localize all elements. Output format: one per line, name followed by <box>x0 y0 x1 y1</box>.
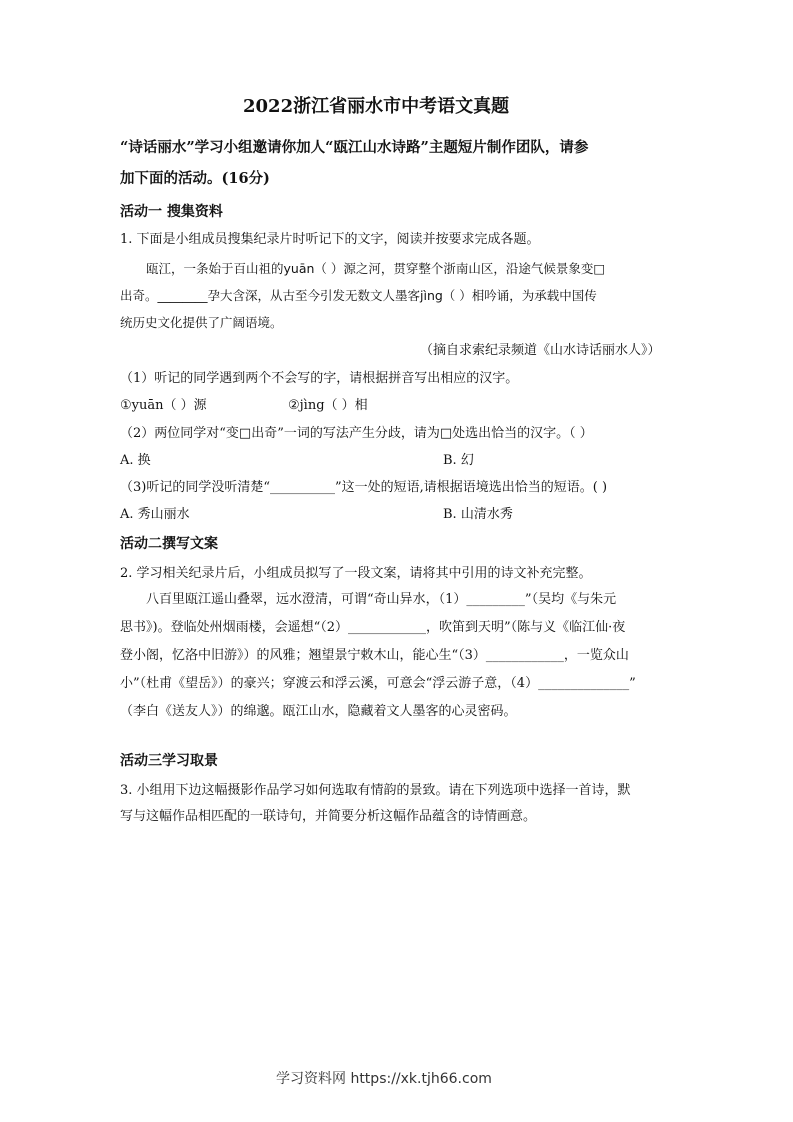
sub-question-2: （2）两位同学对“变□出奇”一词的写法产生分歧，请为□处选出恰当的汉字。（ ） <box>120 426 593 441</box>
question-3-line-2: 写与这幅作品相匹配的一联诗句，并简要分析这幅作品蕴含的诗情画意。 <box>120 809 537 824</box>
passage-source: （摘自求索纪录频道《山水诗话丽水人》） <box>420 343 661 358</box>
sub-question-1: （1）听记的同学遇到两个不会写的字，请根据拼音写出相应的汉字。 <box>120 371 519 386</box>
question-2-stem: 2. 学习相关纪录片后，小组成员拟写了一段文案，请将其中引用的诗文补充完整。 <box>120 566 592 581</box>
activity2-heading: 活动二撰写文案 <box>120 536 218 552</box>
activity1-heading: 活动一 搜集资料 <box>120 204 223 220</box>
sub-question-1-a: ①yuān（ ）源 <box>120 398 207 413</box>
question-1-stem: 1. 下面是小组成员搜集纪录片时听记下的文字，阅读并按要求完成各题。 <box>120 232 540 247</box>
passage-line-3: 统历史文化提供了广阔语境。 <box>120 315 283 330</box>
copy-line-4: 小”（杜甫《望岳》）的豪兴；穿渡云和浮云溪，可意会“浮云游子意，（4）______________” <box>120 676 636 691</box>
copy-line-3: 登小阁，忆洛中旧游》）的风雅；翘望景宁敕木山，能心生“（3）____________，一览众山 <box>120 648 629 663</box>
sub-question-3-option-a: A. 秀山丽水 <box>120 507 190 522</box>
sub-question-2-option-b: B. 幻 <box>443 453 474 468</box>
sub-question-3-option-b: B. 山清水秀 <box>443 507 513 522</box>
copy-line-5: （李白《送友人》）的绵邈。瓯江山水，隐藏着文人墨客的心灵密码。 <box>120 704 517 719</box>
copy-line-2: 思书》)。登临处州烟雨楼，会遥想“（2）____________，吹笛到天明”（陈与义《临江仙·夜 <box>120 620 626 635</box>
intro-line-1: “诗话丽水”学习小组邀请你加人“瓯江山水诗路”主题短片制作团队，请参 <box>120 139 589 156</box>
sub-question-2-option-a: A. 换 <box>120 453 151 468</box>
intro-line-2: 加下面的活动。(16分) <box>120 170 270 187</box>
sub-question-1-b: ②jìng（ ）相 <box>288 398 368 413</box>
copy-line-1: 八百里瓯江遥山叠翠，远水澄清，可谓“奇山异水，（1）_________”（吴均《与朱元 <box>146 592 617 607</box>
passage-line-2: 出奇。________孕大含深，从古至今引发无数文人墨客jìng（ ）相吟诵，为承载中国传 <box>120 288 597 303</box>
footer-watermark: 学习资料网 https://xk.tjh66.com <box>276 1071 492 1087</box>
activity3-heading: 活动三学习取景 <box>120 753 218 769</box>
question-3-line-1: 3. 小组用下边这幅摄影作品学习如何选取有情韵的景致。请在下列选项中选择一首诗，默 <box>120 783 631 798</box>
sub-question-3: （3)听记的同学没听清楚“__________”这一处的短语,请根据语境选出恰当的短语。( ) <box>120 480 608 495</box>
passage-line-1: 瓯江，一条始于百山祖的yuān（ ）源之河，贯穿整个浙南山区，沿途气候景象变□ <box>146 261 606 276</box>
page-title: 2022浙江省丽水市中考语文真题 <box>243 96 510 117</box>
